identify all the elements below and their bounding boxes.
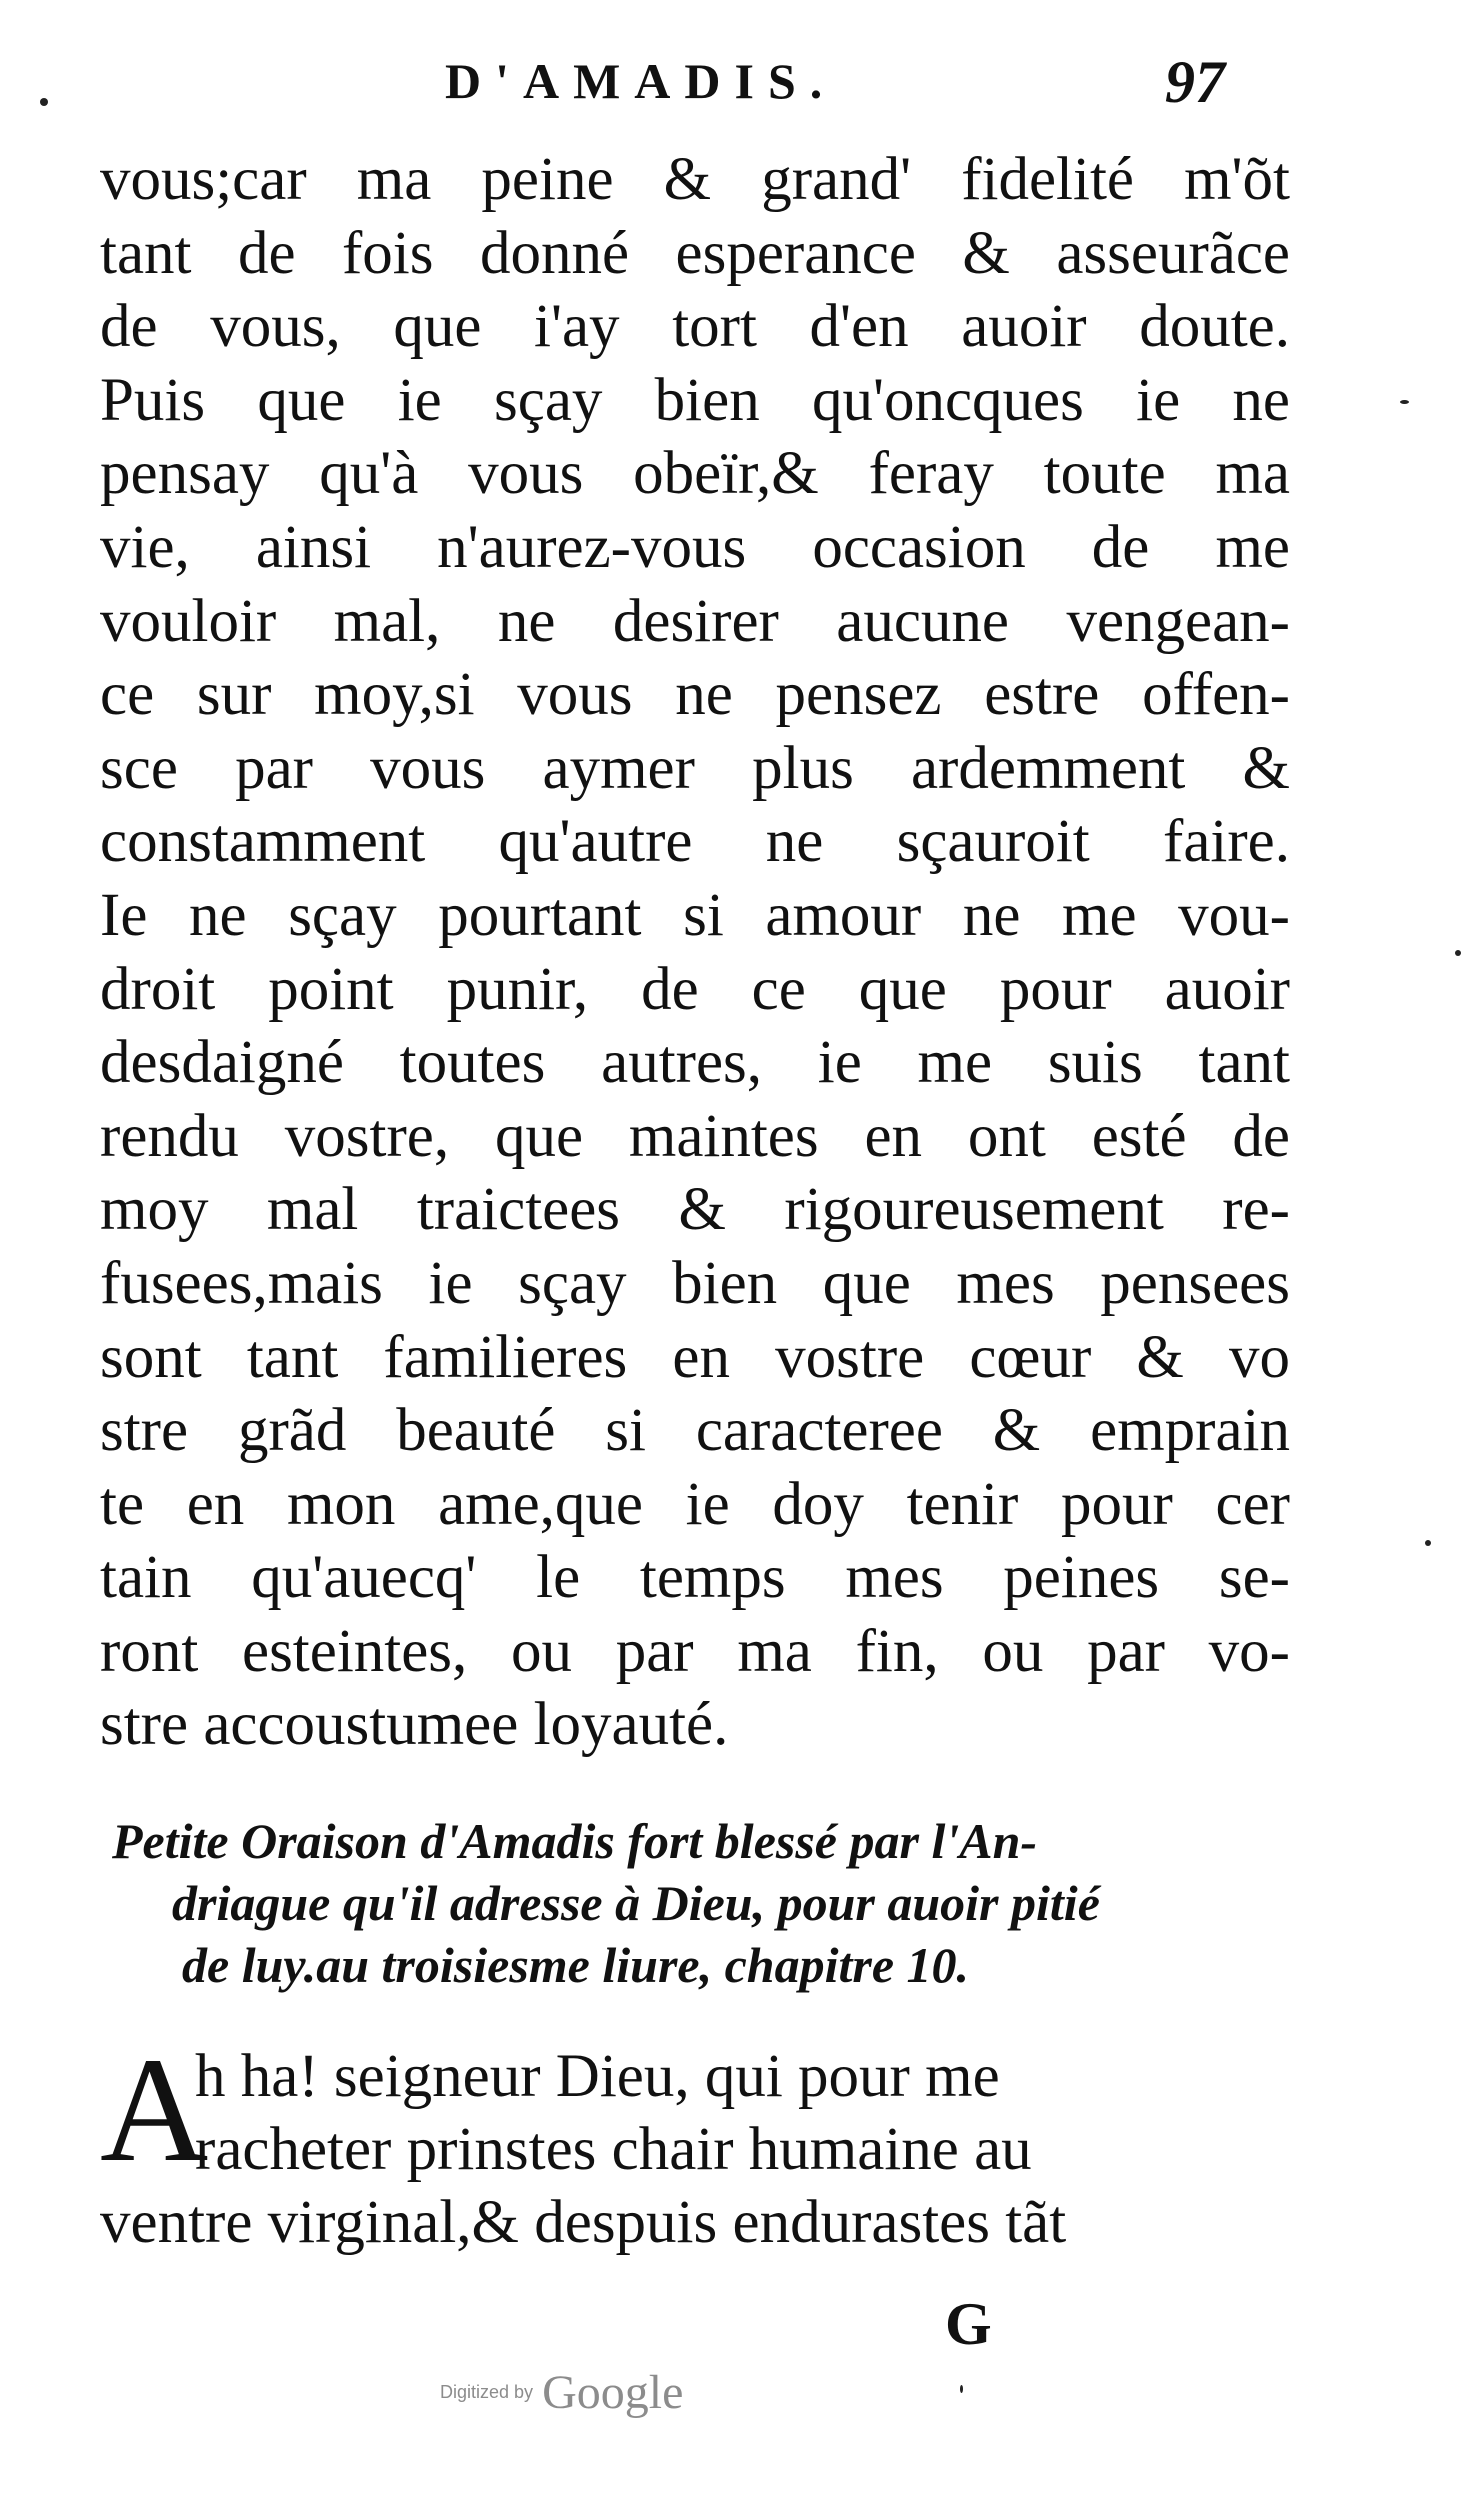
digitized-watermark (440, 2365, 683, 2420)
text-line: ce sur moy,si vous ne pensez estre offen- (100, 661, 1290, 729)
text-line: droit point punir, de ce que pour auoir (100, 955, 1290, 1023)
text-line: constamment qu'autre ne sçauroit faire. (100, 808, 1290, 876)
ink-speck (1455, 950, 1461, 956)
text-line: vous;car ma peine & grand' fidelité m'õt (100, 146, 1290, 213)
text-line: Ie ne sçay pourtant si amour ne me vou- (100, 881, 1290, 949)
ink-speck (40, 98, 48, 106)
text-line: tant de fois donné esperance & asseurãce (100, 219, 1290, 287)
text-line: Puis que ie sçay bien qu'oncques ie ne (100, 366, 1290, 434)
running-title: D'AMADIS. (445, 53, 837, 109)
text-line: sont tant familieres en vostre cœur & vo (100, 1323, 1290, 1391)
heading-line: driague qu'il adresse à Dieu, pour auoir pitié (172, 1875, 1100, 1931)
prayer-line: h ha! seigneur Dieu, qui pour me (195, 2043, 1000, 2110)
ink-speck (960, 2385, 963, 2393)
prayer-text (100, 2027, 1290, 2259)
text-line: de vous, que i'ay tort d'en auoir doute. (100, 293, 1290, 361)
prayer-line: ventre virginal,& despuis endurastes tãt (100, 2189, 1067, 2256)
text-line: vie, ainsi n'aurez-vous occasion de me (100, 513, 1290, 581)
ink-speck (1400, 400, 1409, 404)
drop-cap: A (100, 2027, 209, 2193)
body-text (100, 143, 1290, 1762)
page-number: 97 (1165, 49, 1225, 115)
digitized-prefix: Digitized by (440, 2382, 534, 2402)
text-line: rendu vostre, que maintes en ont esté de (100, 1102, 1290, 1170)
text-line: ront esteintes, ou par ma fin, ou par vo- (100, 1617, 1290, 1685)
google-logo: Google (542, 2366, 684, 2419)
text-line: moy mal traictees & rigoureusement re- (100, 1176, 1290, 1244)
text-line: fusees,mais ie sçay bien que mes pensees (100, 1249, 1290, 1317)
text-line: pensay qu'à vous obeïr,& feray toute ma (100, 440, 1290, 508)
page-header (100, 49, 1300, 132)
text-line: vouloir mal, ne desirer aucune vengean- (100, 587, 1290, 655)
text-line: stre grãd beauté si caracteree & emprain (100, 1397, 1290, 1465)
text-line: sce par vous aymer plus ardemment & (100, 734, 1290, 802)
heading-line: de luy.au troisiesme liure, chapitre 10. (182, 1937, 970, 1993)
text-line: te en mon ame,que ie doy tenir pour cer (100, 1470, 1290, 1538)
ink-speck (1425, 1540, 1431, 1546)
text-line: tain qu'auecq' le temps mes peines se- (100, 1544, 1290, 1612)
section-heading (112, 1810, 1292, 1996)
heading-line: Petite Oraison d'Amadis fort blessé par l'An- (112, 1813, 1038, 1869)
text-line-last: stre accoustumee loyauté. (100, 1691, 729, 1759)
prayer-line: racheter prinstes chair humaine au (195, 2116, 1032, 2183)
signature-mark: G (945, 2291, 992, 2357)
text-line: desdaigné toutes autres, ie me suis tant (100, 1029, 1290, 1097)
